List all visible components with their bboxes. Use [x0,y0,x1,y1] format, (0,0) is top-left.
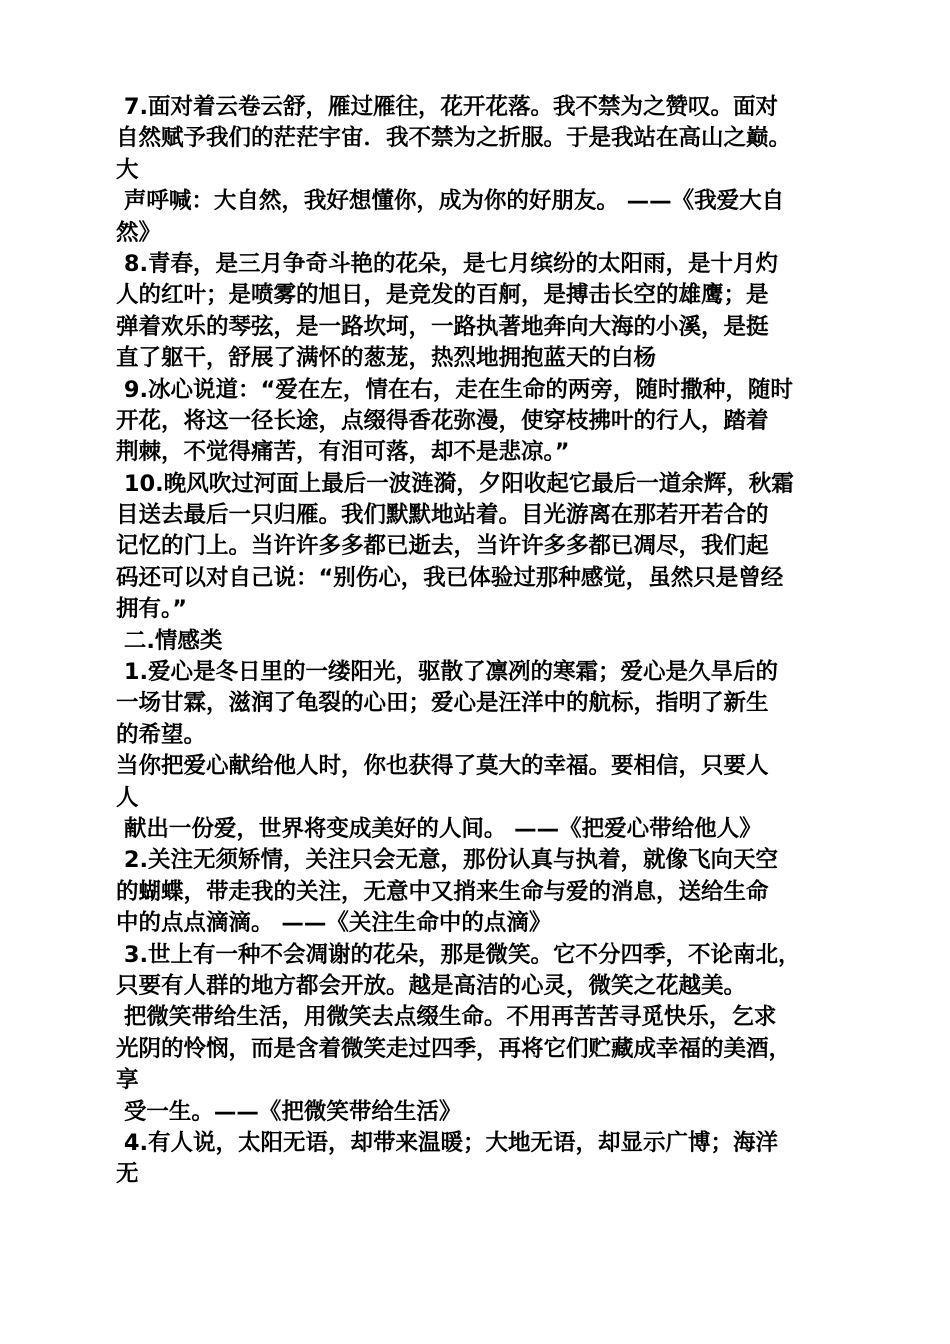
text-line: 声呼喊：大自然，我好想懂你，成为你的好朋友。 ——《我爱大自 [116,188,785,215]
text-line: 弹着欢乐的琴弦，是一路坎坷，一路执著地奔向大海的小溪，是挺 [116,313,769,340]
text-line: 当你把爱心献给他人时，你也获得了莫大的幸福。要相信，只要人 [116,753,769,780]
text-line: 一场甘霖，滋润了龟裂的心田；爱心是汪洋中的航标，指明了新生 [116,690,769,717]
text-line: 2.关注无须矫情，关注只会无意，那份认真与执着，就像飞向天空 [116,847,779,874]
text-line: 自然赋予我们的茫茫宇宙．我不禁为之折服。于是我站在高山之巅。 [116,125,792,152]
text-line: 直了躯干，舒展了满怀的葱茏，热烈地拥抱蓝天的白杨 [116,345,657,372]
text-line: 7.面对着云卷云舒，雁过雁往，花开花落。我不禁为之赞叹。面对 [116,94,779,120]
text-line: 只要有人群的地方都会开放。越是高洁的心灵，微笑之花越美。 [116,972,747,999]
text-line: 3.世上有一种不会凋谢的花朵，那是微笑。它不分四季，不论南北， [116,941,801,968]
text-line: 把微笑带给生活，用微笑去点缀生命。不用再苦苦寻觅快乐，乞求 [116,1004,777,1031]
text-line: 的蝴蝶，带走我的关注，无意中又捎来生命与爱的消息，送给生命 [116,878,769,905]
text-line: 的希望。 [116,721,207,748]
text-line: 中的点点滴滴。 ——《关注生命中的点滴》 [116,910,552,937]
text-line: 4.有人说，太阳无语，却带来温暖；大地无语，却显示广博；海洋 [116,1129,779,1156]
text-line: 目送去最后一只归雁。我们默默地站着。目光游离在那若开若合的 [116,502,769,529]
text-line: 开花，将这一径长途，点缀得香花弥漫，使穿枝拂叶的行人，踏着 [116,407,769,434]
text-line: 享 [116,1067,139,1094]
text-line: 荆棘，不觉得痛苦，有泪可落，却不是悲凉。” [116,439,570,466]
text-line: 8.青春，是三月争奇斗艳的花朵，是七月缤纷的太阳雨，是十月灼 [116,250,779,277]
text-line: 记忆的门上。当许许多多都已逝去，当许许多多都已凋尽，我们起 [116,533,769,560]
document-body [116,92,836,1191]
text-line: 无 [116,1161,139,1188]
text-line: 拥有。” [116,596,188,623]
section-heading: 二.情感类 [116,627,223,654]
text-line: 受一生。——《把微笑带给生活》 [116,1098,462,1125]
text-line: 1.爱心是冬日里的一缕阳光，驱散了凛冽的寒霜；爱心是久旱后的 [116,659,779,686]
text-line: 码还可以对自己说：“别伤心，我已体验过那种感觉，虽然只是曾经 [116,564,784,591]
text-line: 人的红叶；是喷雾的旭日，是竞发的百舸，是搏击长空的雄鹰；是 [116,282,769,309]
text-line: 献出一份爱，世界将变成美好的人间。 ——《把爱心带给他人》 [116,815,762,842]
text-line: 人 [116,784,139,811]
text-line: 9.冰心说道：“爱在左，情在右，走在生命的两旁，随时撒种，随时 [116,376,793,403]
text-line: 大 [116,156,139,183]
text-line: 光阴的怜悯，而是含着微笑走过四季，再将它们贮藏成幸福的美酒， [116,1035,792,1062]
text-line: 然》 [116,219,162,246]
text-line: 10.晚风吹过河面上最后一波涟漪，夕阳收起它最后一道余辉，秋霜 [116,470,794,497]
